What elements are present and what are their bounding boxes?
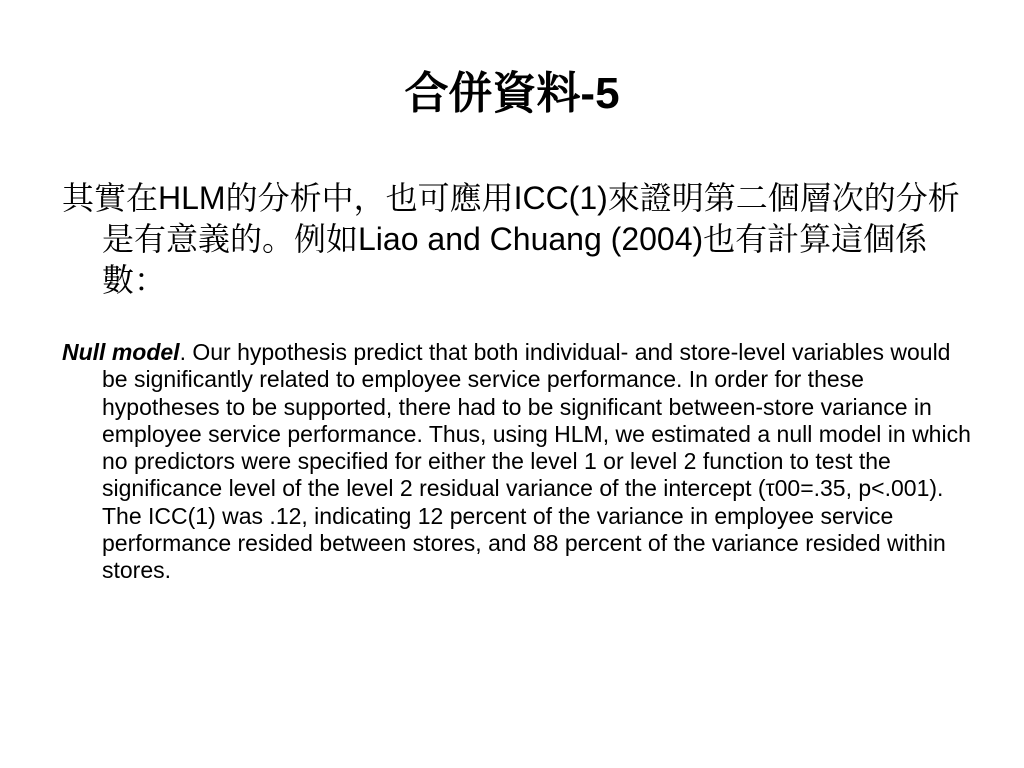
- null-model-term: Null model: [62, 339, 180, 365]
- intro-paragraph: 其實在HLM的分析中，也可應用ICC(1)來證明第二個層次的分析是有意義的。例如Liao and Chuang (2004)也有計算這個係數：: [62, 180, 960, 298]
- quote-body: . Our hypothesis predict that both individual- and store-level variables would be significantly related to employee service performance. In order for these hypotheses to be supported, there had to be significant between-store variance in employee service performance. Thus, using HLM, we estimated a null model in which no predictors were specified for either the level 1 or level 2 function to test the significance level of the level 2 residual variance of the intercept (τ00=.35, p<.001). The ICC(1) was .12, indicating 12 percent of the variance in employee service performance resided between stores, and 88 percent of the variance resided within stores.: [102, 339, 971, 584]
- quote-paragraph: [62, 339, 982, 585]
- slide-title: 合併資料-5: [404, 69, 620, 118]
